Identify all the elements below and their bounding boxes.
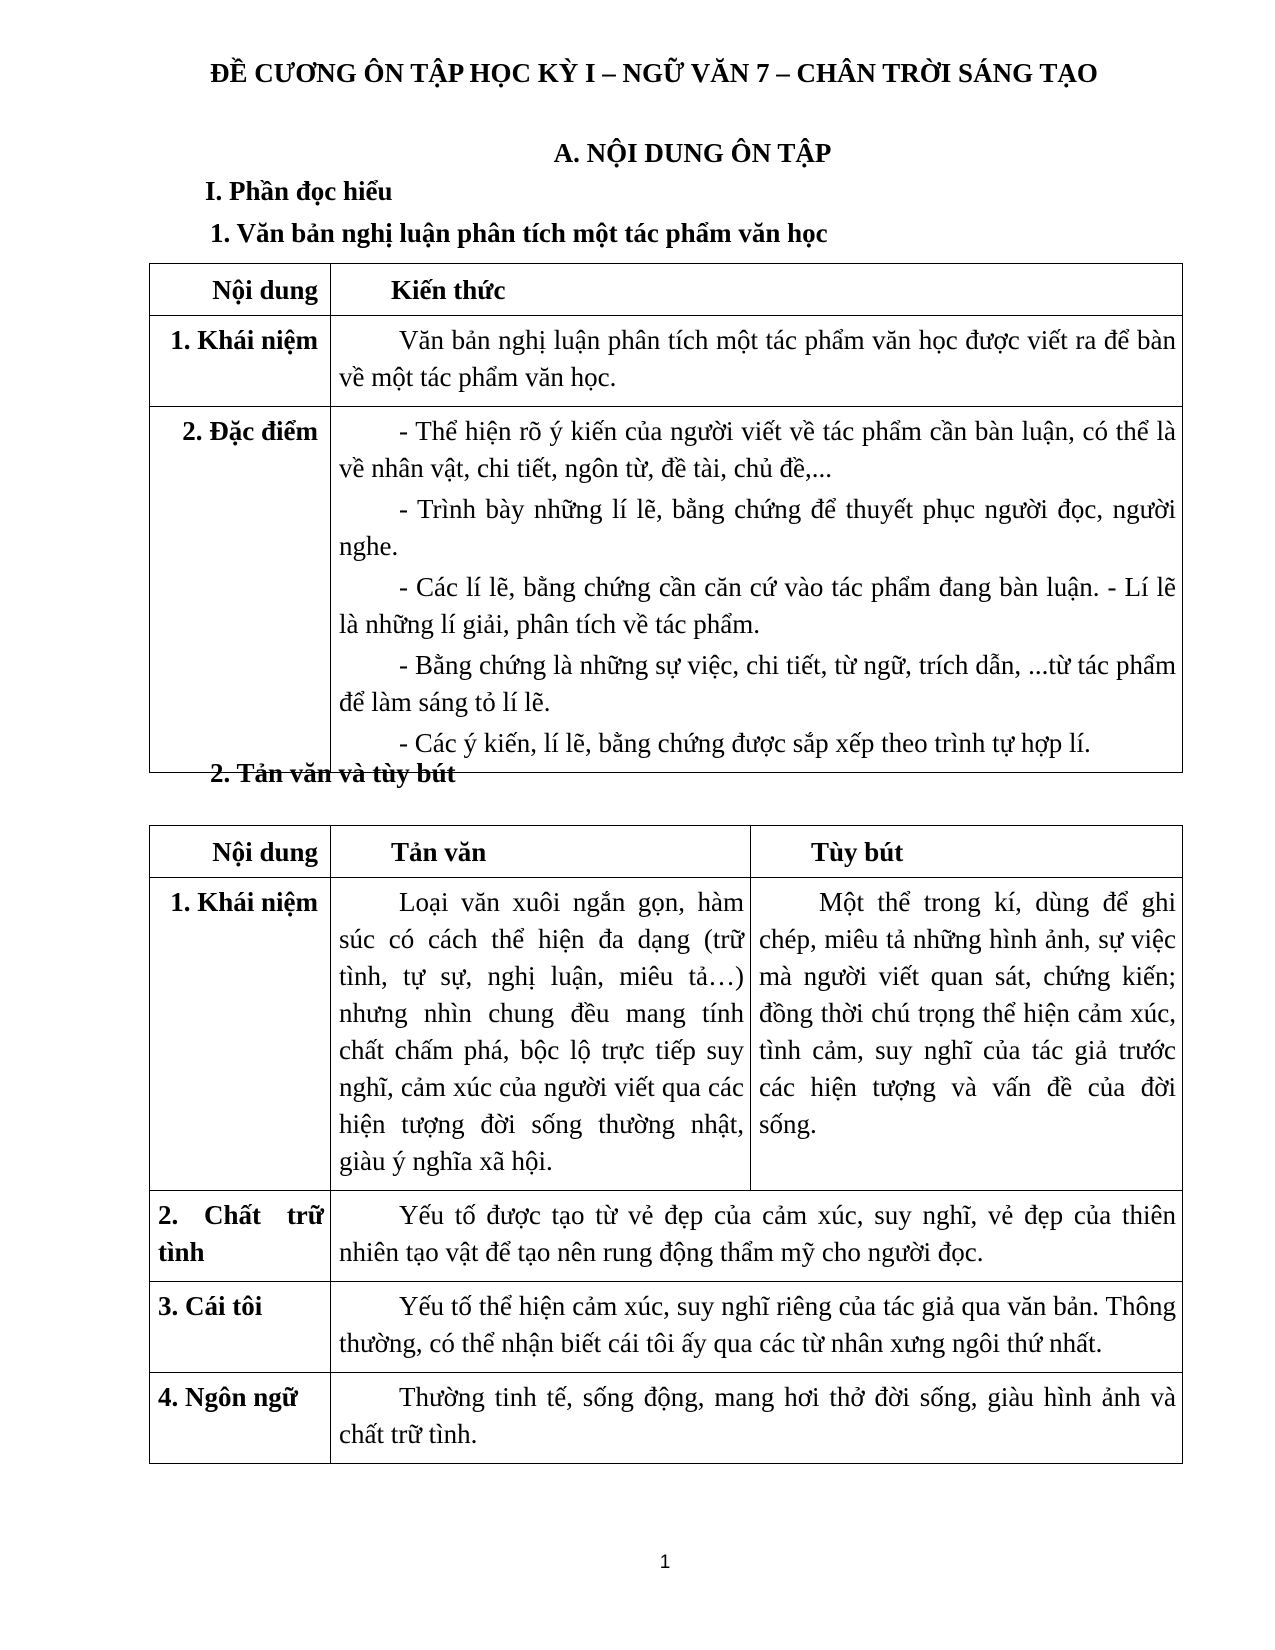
table-row <box>150 316 1183 407</box>
document-title: ĐỀ CƯƠNG ÔN TẬP HỌC KỲ I – NGỮ VĂN 7 – CHÂN TRỜI SÁNG TẠO <box>210 58 1098 88</box>
row-label: 2. Chất trữ tình <box>150 1191 331 1282</box>
table-row <box>150 407 1183 773</box>
argumentative-text-table <box>149 263 1183 773</box>
page-number: 1 <box>659 1552 671 1573</box>
essay-comparison-table <box>149 825 1183 1464</box>
row-label: 1. Khái niệm <box>150 316 331 407</box>
table-row <box>150 1373 1183 1464</box>
row-content <box>331 1373 1183 1464</box>
paragraph: - Các lí lẽ, bằng chứng cần căn cứ vào tác phẩm đang bàn luận. - Lí lẽ là những lí giải, phân tích về tác phẩm. <box>339 572 1176 639</box>
table-row <box>150 1191 1183 1282</box>
paragraph: - Các ý kiến, lí lẽ, bằng chứng được sắp xếp theo trình tự hợp lí. <box>399 728 1091 758</box>
row-label: 4. Ngôn ngữ <box>150 1373 331 1464</box>
paragraph: Thường tinh tế, sống động, mang hơi thở đời sống, giàu hình ảnh và chất trữ tình. <box>339 1382 1176 1449</box>
table-row <box>150 878 1183 1191</box>
tuy-but-cell <box>751 878 1183 1191</box>
table-header-row <box>150 264 1183 316</box>
row-content <box>331 407 1183 773</box>
paragraph: - Trình bày những lí lẽ, bằng chứng để thuyết phục người đọc, người nghe. <box>339 494 1176 561</box>
paragraph: - Thể hiện rõ ý kiến của người viết về tác phẩm cần bàn luận, có thể là về nhân vật, chi tiết, ngôn từ, đề tài, chủ đề,... <box>339 416 1176 483</box>
header-content: Nội dung <box>150 264 331 316</box>
paragraph: Loại văn xuôi ngắn gọn, hàm súc có cách thể hiện đa dạng (trữ tình, tự sự, nghị luận, miêu tả…) nhưng nhìn chung đều mang tính chất chấm phá, bộc lộ trực tiếp suy nghĩ, cảm xúc của người viết qua các hiện tượng đời sống thường nhật, giàu ý nghĩa xã hội. <box>339 887 744 1176</box>
row-label: 1. Khái niệm <box>150 878 331 1191</box>
row-label: 3. Cái tôi <box>150 1282 331 1373</box>
paragraph: - Bằng chứng là những sự việc, chi tiết, từ ngữ, trích dẫn, ...từ tác phẩm để làm sáng tỏ lí lẽ. <box>339 650 1176 717</box>
table1-heading: 1. Văn bản nghị luận phân tích một tác phẩm văn học <box>210 218 828 248</box>
row-content <box>331 1191 1183 1282</box>
header-tuy-but: Tùy bút <box>751 826 1183 878</box>
paragraph: Văn bản nghị luận phân tích một tác phẩm văn học được viết ra để bàn về một tác phẩm văn học. <box>339 325 1176 392</box>
row-label: 2. Đặc điểm <box>150 407 331 773</box>
table2-heading: 2. Tản văn và tùy bút <box>210 758 456 788</box>
paragraph: Yếu tố được tạo từ vẻ đẹp của cảm xúc, suy nghĩ, vẻ đẹp của thiên nhiên tạo vật để tạo nên rung động thẩm mỹ cho người đọc. <box>339 1200 1176 1267</box>
table-header-row <box>150 826 1183 878</box>
part-title: I. Phần đọc hiểu <box>205 176 393 206</box>
tan-van-cell <box>331 878 751 1191</box>
row-content <box>331 316 1183 407</box>
header-tan-van: Tản văn <box>331 826 751 878</box>
table-row <box>150 1282 1183 1373</box>
row-content <box>331 1282 1183 1373</box>
header-content: Nội dung <box>150 826 331 878</box>
paragraph: Một thể trong kí, dùng để ghi chép, miêu tả những hình ảnh, sự việc mà người viết quan sát, chứng kiến; đồng thời chú trọng thể hiện cảm xúc, tình cảm, suy nghĩ của tác giả trước các hiện tượng và vấn đề của đời sống. <box>759 887 1176 1139</box>
header-knowledge: Kiến thức <box>331 264 1183 316</box>
section-title: A. NỘI DUNG ÔN TẬP <box>553 138 832 168</box>
paragraph: Yếu tố thể hiện cảm xúc, suy nghĩ riêng của tác giả qua văn bản. Thông thường, có thể nhận biết cái tôi ấy qua các từ nhân xưng ngôi thứ nhất. <box>339 1291 1176 1358</box>
